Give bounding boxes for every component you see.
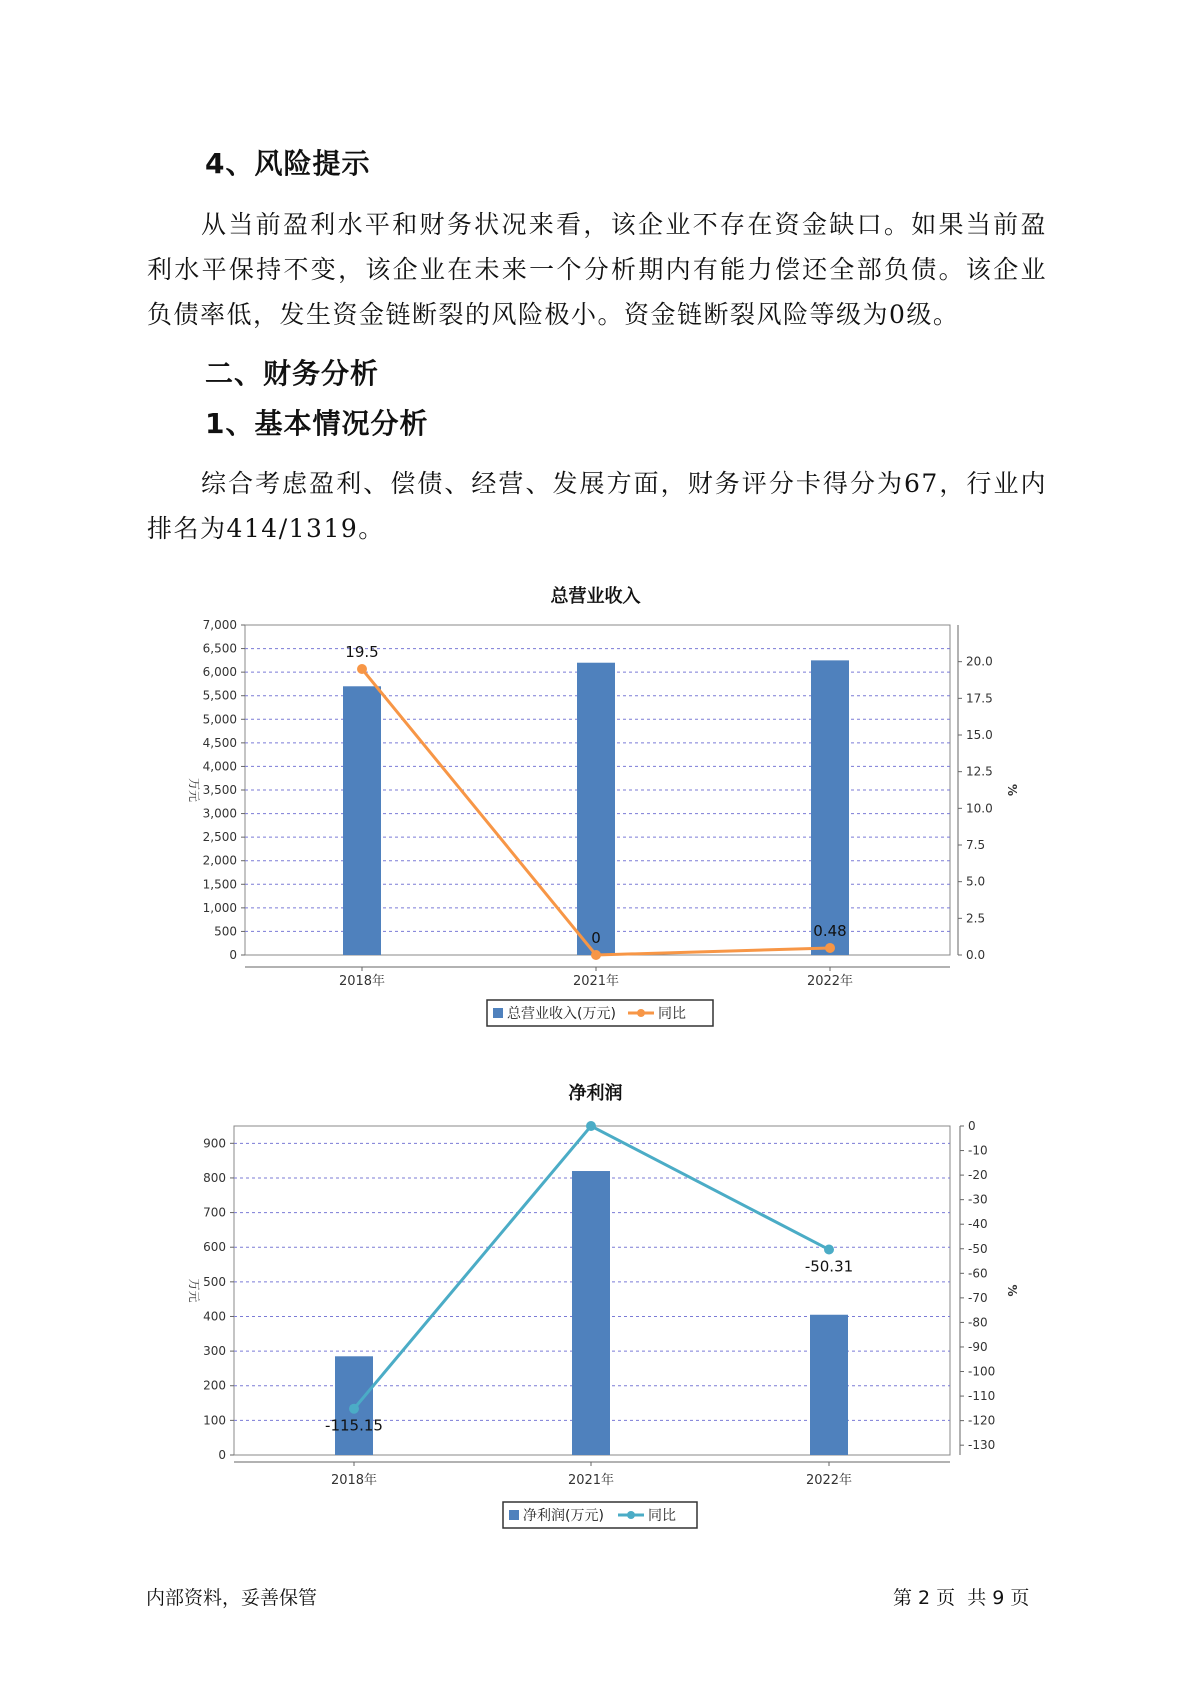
legend-line-marker — [637, 1009, 645, 1017]
y-tick-label: 5,500 — [202, 688, 237, 703]
x-tick-label: 2021年 — [567, 1473, 615, 1488]
y2-tick-label: 2.5 — [966, 911, 986, 926]
y2-tick-label: -40 — [968, 1217, 988, 1232]
y-tick-label: 1,000 — [202, 900, 237, 915]
yoy-point — [586, 1121, 596, 1131]
y2-tick-label: 5.0 — [966, 874, 986, 889]
y2-tick-label: -110 — [968, 1389, 996, 1404]
y-tick-label: 2,000 — [202, 853, 237, 868]
y-tick-label: 7,000 — [202, 618, 237, 632]
y-tick-label: 800 — [203, 1170, 226, 1185]
y-tick-label: 300 — [203, 1344, 226, 1359]
x-tick-label: 2018年 — [338, 974, 386, 989]
risk-paragraph: 从当前盈利水平和财务状况来看，该企业不存在资金缺口。如果当前盈利水平保持不变，该企业在未来一个分析期内有能力偿还全部负债。该企业负债率低，发生资金链断裂的风险极小。资金链断裂风险等级为0级。 — [147, 210, 1047, 329]
y-tick-label: 0 — [229, 948, 237, 962]
y-tick-label: 4,000 — [202, 759, 237, 774]
y-tick-label: 500 — [203, 1274, 226, 1289]
y2-tick-label: -100 — [968, 1364, 996, 1379]
x-tick-label: 2018年 — [330, 1473, 378, 1488]
yoy-point — [825, 943, 835, 953]
y2-tick-label: -50 — [968, 1241, 988, 1256]
finance-heading: 二、财务分析 — [205, 357, 380, 390]
y-tick-label: 500 — [214, 924, 237, 939]
bar — [572, 1171, 610, 1455]
y-axis-title: 万元 — [187, 777, 201, 803]
y-tick-label: 1,500 — [202, 877, 237, 892]
y2-tick-label: -120 — [968, 1413, 996, 1428]
y-tick-label: 3,000 — [202, 806, 237, 821]
data-label: 0.48 — [813, 921, 847, 940]
y2-tick-label: -20 — [968, 1168, 988, 1183]
y-tick-label: 400 — [203, 1309, 226, 1324]
score-paragraph: 综合考虑盈利、偿债、经营、发展方面，财务评分卡得分为67，行业内排名为414/1319。 — [147, 469, 1047, 543]
legend-bar-label: 净利润(万元) — [523, 1508, 604, 1524]
y-tick-label: 200 — [203, 1378, 226, 1393]
footer-page-number: 第 2 页 共 9 页 — [893, 1587, 1030, 1609]
y2-tick-label: -60 — [968, 1266, 988, 1281]
legend-line-label: 同比 — [648, 1508, 676, 1524]
yoy-point — [591, 950, 601, 960]
x-tick-label: 2022年 — [805, 1473, 853, 1488]
x-tick-label: 2022年 — [806, 974, 854, 989]
bar — [811, 660, 849, 955]
profit-chart — [0, 1100, 1191, 1540]
yoy-point — [349, 1404, 359, 1414]
bar — [577, 663, 615, 955]
y2-axis-title: % — [1005, 783, 1019, 797]
legend-bar-swatch — [509, 1510, 519, 1520]
data-label: -50.31 — [804, 1257, 854, 1276]
y2-tick-label: 0 — [968, 1119, 976, 1133]
y2-tick-label: 10.0 — [966, 801, 993, 816]
y-tick-label: 3,500 — [202, 783, 237, 797]
y-axis-title: 万元 — [187, 1278, 201, 1303]
y-tick-label: 700 — [203, 1205, 226, 1220]
y-tick-label: 2,500 — [202, 830, 237, 845]
y-tick-label: 900 — [203, 1136, 226, 1151]
footer-confidential: 内部资料，妥善保管 — [146, 1587, 318, 1609]
y-tick-label: 6,500 — [202, 641, 237, 656]
revenue-chart — [0, 600, 1191, 1040]
y-tick-label: 4,500 — [202, 735, 237, 750]
legend-line-marker — [627, 1511, 635, 1519]
y2-tick-label: 17.5 — [966, 691, 993, 706]
legend-line-label: 同比 — [658, 1006, 686, 1022]
y2-tick-label: 0.0 — [966, 948, 986, 962]
y-tick-label: 600 — [203, 1240, 226, 1255]
bar — [810, 1315, 848, 1455]
y-tick-label: 5,000 — [202, 712, 237, 727]
y2-tick-label: -10 — [968, 1143, 988, 1158]
y-tick-label: 0 — [218, 1448, 226, 1462]
y2-tick-label: -130 — [968, 1438, 996, 1453]
y-tick-label: 100 — [203, 1413, 226, 1428]
data-label: 0 — [591, 929, 601, 947]
data-label: 19.5 — [345, 643, 379, 661]
yoy-point — [357, 664, 367, 674]
risk-heading: 4、风险提示 — [205, 147, 371, 180]
legend-bar-label: 总营业收入(万元) — [507, 1006, 616, 1022]
x-tick-label: 2021年 — [572, 974, 620, 989]
y2-tick-label: 7.5 — [966, 838, 986, 852]
y2-tick-label: 20.0 — [966, 654, 993, 669]
basic-analysis-heading: 1、基本情况分析 — [205, 407, 429, 440]
revenue-chart-title: 总营业收入 — [550, 586, 641, 607]
y2-tick-label: -30 — [968, 1192, 988, 1207]
y2-tick-label: -80 — [968, 1315, 988, 1330]
bar — [343, 686, 381, 955]
legend-bar-swatch — [493, 1008, 503, 1018]
y2-tick-label: -90 — [968, 1339, 988, 1354]
data-label: -115.15 — [325, 1416, 383, 1435]
y2-tick-label: -70 — [968, 1290, 988, 1305]
y2-tick-label: 15.0 — [966, 728, 993, 742]
y2-axis-title: % — [1005, 1284, 1019, 1297]
y2-tick-label: 12.5 — [966, 764, 993, 779]
profit-chart-title: 净利润 — [568, 1083, 623, 1104]
y-tick-label: 6,000 — [202, 665, 237, 680]
yoy-point — [824, 1245, 834, 1255]
